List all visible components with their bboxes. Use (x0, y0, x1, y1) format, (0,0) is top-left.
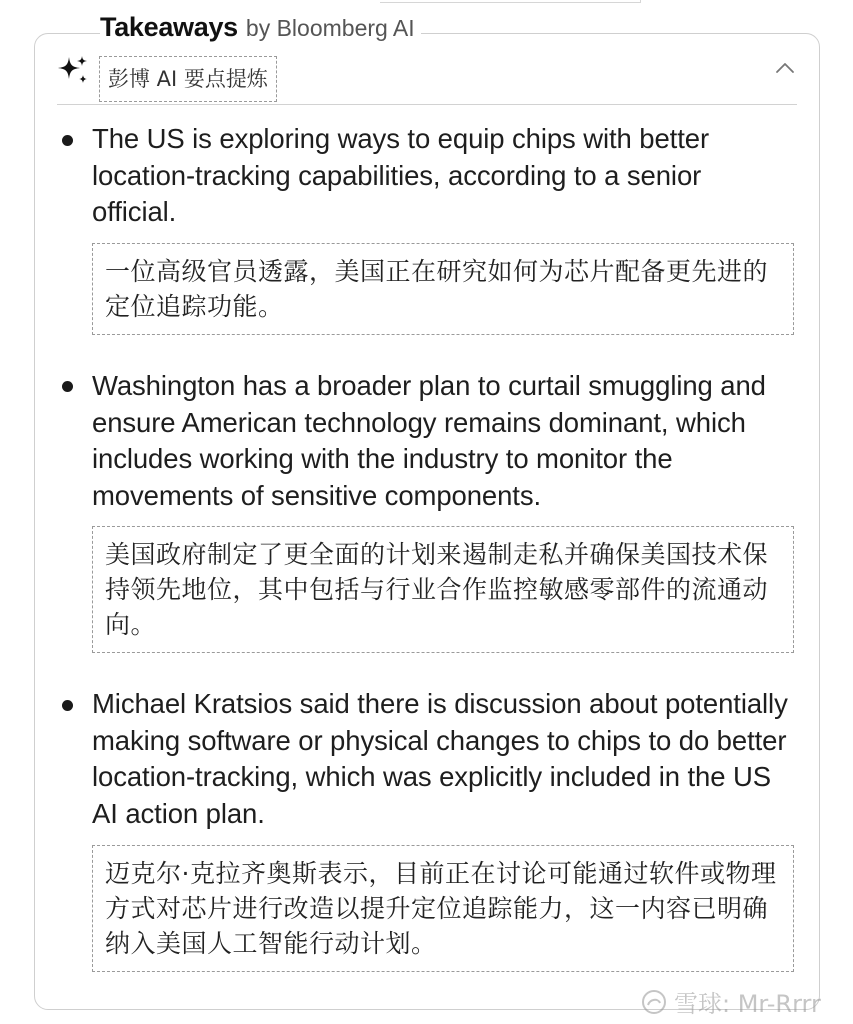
watermark (640, 984, 821, 1019)
takeaway-text: Michael Kratsios said there is discussion about potentially making software or physical changes to chips to do better location-tracking, which was explicitly included in the US AI action plan. (92, 688, 788, 829)
title-translation: 彭博 AI 要点提炼 (99, 56, 277, 102)
bullet-marker (62, 135, 73, 146)
takeaways-header (100, 12, 421, 52)
takeaways-title: Takeaways (100, 12, 238, 42)
watermark-text: 雪球: Mr-Rrrr (674, 990, 821, 1018)
bullet-marker (62, 700, 73, 711)
chevron-up-icon[interactable] (772, 57, 798, 79)
takeaway-text: The US is exploring ways to equip chips with better location-tracking capabilities, according to a senior official. (92, 123, 710, 227)
previous-section-fragment (380, 0, 641, 3)
takeaways-byline: by Bloomberg AI (245, 15, 415, 41)
snowball-logo-icon (640, 988, 668, 1016)
takeaway-text: Washington has a broader plan to curtail smuggling and ensure American technology remains dominant, which includes working with the industry to monitor the movements of sensitive components. (92, 370, 766, 511)
header-divider (57, 104, 797, 105)
takeaway-translation: 一位高级官员透露，美国正在研究如何为芯片配备更先进的定位追踪功能。 (92, 243, 794, 335)
takeaway-translation: 迈克尔·克拉齐奥斯表示，目前正在讨论可能通过软件或物理方式对芯片进行改造以提升定位追踪能力，这一内容已明确纳入美国人工智能行动计划。 (92, 845, 794, 972)
sparkle-icon (56, 54, 90, 88)
takeaway-translation: 美国政府制定了更全面的计划来遏制走私并确保美国技术保持领先地位，其中包括与行业合作监控敏感零部件的流通动向。 (92, 526, 794, 653)
bullet-marker (62, 381, 73, 392)
